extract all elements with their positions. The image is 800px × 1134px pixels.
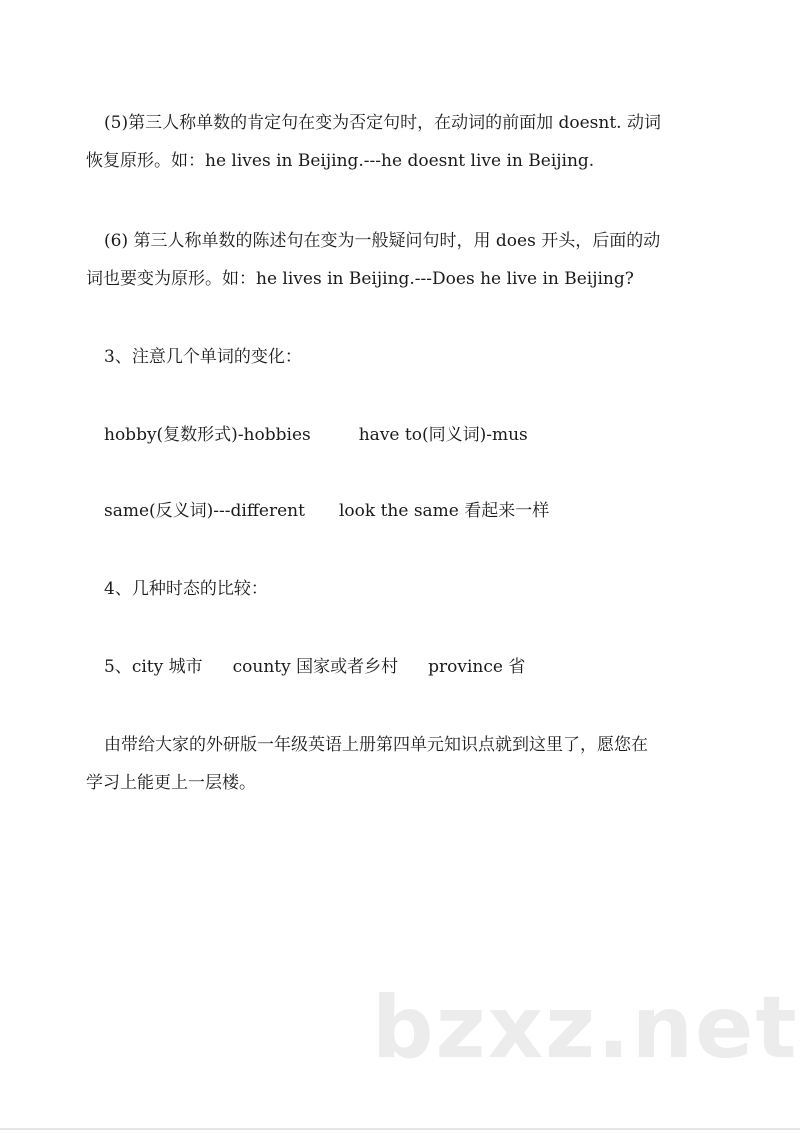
rule-6-line-2: 词也要变为原形。如：he lives in Beijing.---Does he live in Beijing?	[86, 269, 634, 289]
province-entry: province 省	[428, 657, 526, 677]
word-change-row-2	[104, 500, 549, 522]
county-entry: county 国家或者乡村	[232, 657, 399, 677]
same-entry: same(反义词)---different	[104, 501, 305, 521]
look-the-same-entry: look the same 看起来一样	[338, 501, 550, 521]
item-4-heading: 4、几种时态的比较：	[104, 579, 268, 599]
rule-6-line-1: (6) 第三人称单数的陈述句在变为一般疑问句时，用 does 开头，后面的动	[104, 231, 661, 251]
closing-line-1: 由带给大家的外研版一年级英语上册第四单元知识点就到这里了，愿您在	[104, 735, 648, 755]
city-entry: 5、city 城市	[104, 657, 203, 677]
rule-5-line-2: 恢复原形。如：he lives in Beijing.---he doesnt live in Beijing.	[86, 151, 595, 171]
have-to-entry: have to(同义词)-mus	[358, 425, 528, 445]
item-5-row	[104, 656, 525, 678]
word-change-row-1	[104, 424, 528, 446]
page-bottom-edge	[0, 1128, 800, 1130]
rule-5-line-1: (5)第三人称单数的肯定句在变为否定句时，在动词的前面加 doesnt. 动词	[104, 113, 661, 133]
watermark: bzxz.net	[372, 978, 799, 1078]
item-3-heading: 3、注意几个单词的变化：	[104, 347, 302, 367]
closing-line-2: 学习上能更上一层楼。	[86, 773, 256, 793]
hobby-entry: hobby(复数形式)-hobbies	[104, 425, 311, 445]
